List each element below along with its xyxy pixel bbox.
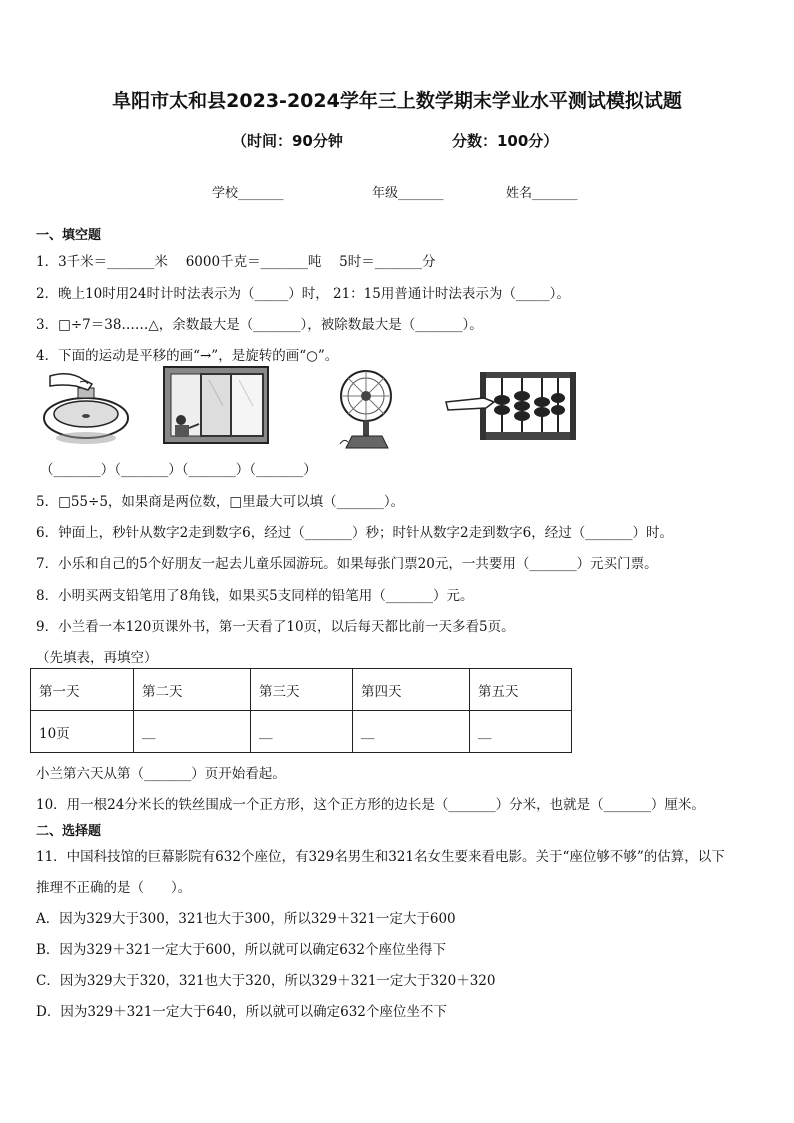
question-3: 3．□÷7＝38……△，余数最大是（_______），被除数最大是（_______）。 (36, 317, 483, 333)
page-title: 阜阳市太和县2023-2024学年三上数学期末学业水平测试模拟试题 (112, 90, 682, 112)
table-cell: __ (470, 711, 572, 753)
question-6: 6．钟面上，秒针从数字2走到数字6，经过（_______）秒；时针从数字2走到数字6，经过（_______）时。 (36, 525, 673, 541)
table-cell: 10页 (31, 711, 134, 753)
reading-table (30, 668, 572, 753)
table-cell: __ (251, 711, 353, 753)
table-cell: __ (134, 711, 251, 753)
grade-field: 年级_______ (372, 186, 444, 201)
option-d: D．因为329＋321一定大于640，所以就可以确定632个座位坐不下 (36, 1004, 447, 1020)
section-heading-choice: 二、选择题 (36, 824, 102, 839)
question-1: 1．3千米＝_______米 6000千克＝_______吨 5时＝_______分 (36, 254, 436, 270)
question-10: 10．用一根24分米长的铁丝围成一个正方形，这个正方形的边长是（_______）分米，也就是（_______）厘米。 (36, 797, 705, 813)
option-c: C．因为329大于320，321也大于320，所以329＋321一定大于320＋320 (36, 973, 496, 989)
option-b: B．因为329＋321一定大于600，所以就可以确定632个座位坐得下 (36, 942, 446, 958)
abacus-image (444, 366, 580, 446)
question-9-tail: 小兰第六天从第（_______）页开始看起。 (36, 766, 286, 782)
school-field: 学校_______ (212, 186, 284, 201)
question-5: 5．□55÷5，如果商是两位数，□里最大可以填（_______）。 (36, 494, 405, 510)
question-4-answer-blanks: （_______）（_______）（_______）（_______） (40, 462, 317, 478)
table-row (31, 669, 572, 711)
section-heading-fill: 一、填空题 (36, 228, 102, 243)
table-header-cell: 第二天 (134, 669, 251, 711)
table-header-cell: 第四天 (353, 669, 470, 711)
exam-time: （时间：90分钟 (232, 132, 343, 150)
basin-tap-image (40, 366, 132, 446)
question-8: 8．小明买两支铅笔用了8角钱，如果买5支同样的铅笔用（_______）元。 (36, 588, 474, 604)
question-2: 2．晚上10时用24时计时法表示为（_____）时， 21：15用普通计时法表示为（_____）。 (36, 286, 570, 302)
question-4: 4．下面的运动是平移的画“→”，是旋转的画“○”。 (36, 348, 339, 364)
table-cell: __ (353, 711, 470, 753)
option-a: A．因为329大于300，321也大于300，所以329＋321一定大于600 (36, 911, 456, 927)
question-11-line1: 11．中国科技馆的巨幕影院有632个座位，有329名男生和321名女生要来看电影。关于“座位够不够”的估算，以下 (36, 849, 725, 865)
table-header-cell: 第三天 (251, 669, 353, 711)
question-7: 7．小乐和自己的5个好朋友一起去儿童乐园游玩。如果每张门票20元，一共要用（_______）元买门票。 (36, 556, 658, 572)
table-header-cell: 第一天 (31, 669, 134, 711)
sliding-window-image (163, 366, 269, 444)
question-9-note: （先填表，再填空） (36, 650, 158, 666)
electric-fan-image (336, 366, 398, 452)
table-header-cell: 第五天 (470, 669, 572, 711)
question-11-line2: 推理不正确的是（ ）。 (36, 880, 192, 896)
exam-score: 分数：100分） (452, 132, 559, 150)
question-9: 9．小兰看一本120页课外书，第一天看了10页，以后每天都比前一天多看5页。 (36, 619, 515, 635)
table-row (31, 711, 572, 753)
name-field: 姓名_______ (506, 186, 578, 201)
